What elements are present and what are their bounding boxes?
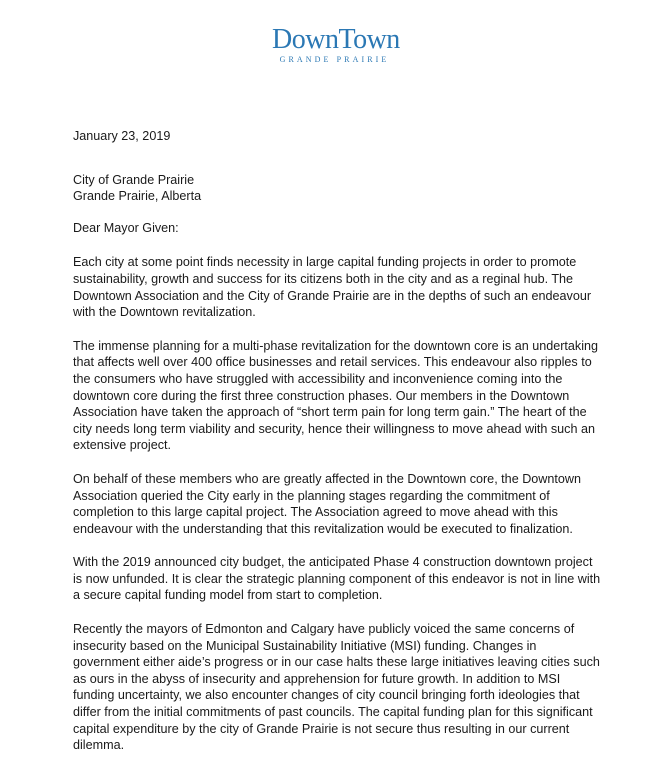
paragraph-line: Recently the mayors of Edmonton and Calgary have publicly voiced the same concerns of: [73, 622, 575, 637]
logo-wordmark: DownTown: [272, 24, 400, 55]
paragraph-line: with the Downtown revitalization.: [73, 305, 256, 320]
paragraph-line: differ from the initial commitments of past councils. The capital funding plan for this significant: [73, 705, 593, 720]
downtown-logo: [272, 24, 400, 64]
paragraph-line: that affects well over 400 office businesses and retail services. This endeavour also ripples to: [73, 355, 592, 370]
paragraph-line: Association queried the City early in the planning stages regarding the commitment of: [73, 488, 550, 503]
paragraph-line: downtown core during the first three construction phases. Our members in the Downtown: [73, 388, 570, 403]
paragraph-line: completion to this large capital project. The Association agreed to move ahead with this: [73, 505, 558, 520]
paragraph-line: dilemma.: [73, 738, 125, 753]
paragraph-line: With the 2019 announced city budget, the anticipated Phase 4 construction downtown project: [73, 555, 593, 570]
paragraph: [73, 471, 618, 537]
letter-body: [73, 128, 618, 771]
paragraph-line: a secure capital funding model from start to completion.: [73, 588, 383, 603]
paragraph: [73, 554, 618, 604]
paragraph: [73, 254, 618, 320]
paragraph-line: capital expenditure by the city of Grande Prairie is not secure thus resulting in our current: [73, 721, 570, 736]
paragraph-line: Downtown Association and the City of Grande Prairie are in the depths of such an endeavour: [73, 288, 592, 303]
paragraph-line: funding uncertainty, we also encounter changes of city council bringing forth ideologies that: [73, 688, 580, 703]
paragraph-line: is now unfunded. It is clear the strategic planning component of this endeavor is not in line with: [73, 571, 601, 586]
address-line: Grande Prairie, Alberta: [73, 189, 202, 204]
paragraph-line: government either aide’s progress or in our case halts these large initiatives leaving cities such: [73, 655, 600, 670]
address-line: City of Grande Prairie: [73, 172, 195, 187]
paragraph-line: The immense planning for a multi-phase revitalization for the downtown core is an undertaking: [73, 338, 599, 353]
paragraph-line: On behalf of these members who are greatly affected in the Downtown core, the Downtown: [73, 471, 581, 486]
paragraph-line: extensive project.: [73, 438, 172, 453]
recipient-address: [73, 172, 618, 205]
paragraph-line: city needs long term viability and security, hence their willingness to move ahead with such an: [73, 421, 595, 436]
paragraph-line: as ours in the abyss of insecurity and apprehension for future growth. In addition to MSI: [73, 671, 561, 686]
salutation: Dear Mayor Given:: [73, 220, 179, 235]
letter-date: January 23, 2019: [73, 129, 171, 143]
paragraph-line: insecurity based on the Municipal Sustainability Initiative (MSI) funding. Changes in: [73, 638, 537, 653]
paragraph-line: sustainability, growth and success for its citizens both in the city and as a reginal hub. The: [73, 271, 574, 286]
paragraph-line: the consumers who have struggled with accessibility and inconvenience coming into the: [73, 371, 563, 386]
paragraph-line: Association have taken the approach of “short term pain for long term gain.” The heart of the: [73, 405, 587, 420]
logo-subtitle: GRANDE PRAIRIE: [279, 55, 390, 64]
paragraph-line: endeavour with the understanding that this revitalization would be executed to finalization.: [73, 521, 573, 536]
paragraph-line: Each city at some point finds necessity in large capital funding projects in order to promote: [73, 255, 577, 270]
paragraph: [73, 621, 618, 754]
paragraph: [73, 338, 618, 454]
